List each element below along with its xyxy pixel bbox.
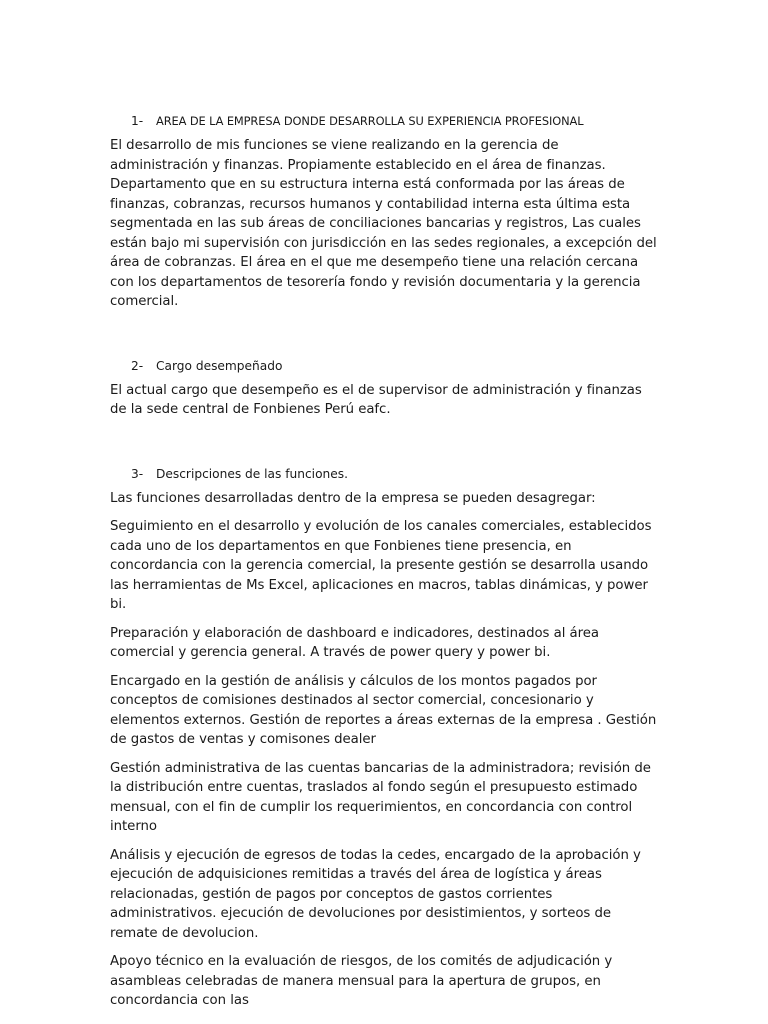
document-body (110, 112, 660, 1020)
paragraph: El actual cargo que desempeño es el de supervisor de administración y finanzas de la sede central de Fonbienes Perú eafc. (110, 382, 642, 417)
paragraph: Seguimiento en el desarrollo y evolución de los canales comerciales, establecidos cada uno de los departamentos en que Fonbienes tiene presencia, en concordancia con la gerencia comercial, la presente gestión se desarrolla usando las herramientas de Ms Excel, aplicaciones en macros, tablas dinámicas, y power bi. (110, 519, 652, 612)
paragraph: Gestión administrativa de las cuentas bancarias de la administradora; revisión de la distribución entre cuentas, traslados al fondo según el presupuesto estimado mensual, con el fin de cumplir los requerimientos, en concordancia con control interno (110, 760, 651, 834)
section-title: AREA DE LA EMPRESA DONDE DESARROLLA SU EXPERIENCIA PROFESIONAL (156, 114, 584, 128)
section-number: 3- (131, 466, 144, 481)
paragraph: Preparación y elaboración de dashboard e indicadores, destinados al área comercial y gerencia general. A través de power query y power bi. (110, 625, 599, 660)
section-title: Descripciones de las funciones. (156, 466, 348, 481)
paragraph: Las funciones desarrolladas dentro de la empresa se pueden desagregar: (110, 490, 596, 506)
section-title: Cargo desempeñado (156, 358, 283, 373)
section-heading-2 (131, 357, 660, 375)
paragraph: Análisis y ejecución de egresos de todas la cedes, encargado de la aprobación y ejecución de adquisiciones remitidas a través del área de logística y áreas relacionadas, gestión de pagos por conceptos de gastos corrientes administrativos. ejecución de devoluciones por desistimientos, y sorteos de remate de devolucion. (110, 847, 641, 941)
paragraph: Encargado en la gestión de análisis y cálculos de los montos pagados por conceptos de comisiones destinados al sector comercial, concesionario y elementos externos. Gestión de reportes a áreas externas de la empresa . Gestión de gastos de ventas y comisones dealer (110, 673, 657, 747)
section-heading-3 (131, 465, 660, 483)
paragraph: El desarrollo de mis funciones se viene realizando en la gerencia de administración y finanzas. Propiamente establecido en el área de finanzas. Departamento que en su estructura interna está conformada por las áreas de finanzas, cobranzas, recursos humanos y contabilidad interna esta última esta segmentada en las sub áreas de conciliaciones bancarias y registros, Las cuales están bajo mi supervisión con jurisdicción en las sedes regionales, a excepción del área de cobranzas. El área en el que me desempeño tiene una relación cercana con los departamentos de tesorería fondo y revisión documentaria y la gerencia comercial. (110, 138, 657, 309)
section-number: 2- (131, 358, 144, 373)
section-number: 1- (131, 114, 144, 128)
section-heading-1 (131, 112, 660, 130)
paragraph: Apoyo técnico en la evaluación de riesgos, de los comités de adjudicación y asambleas celebradas de manera mensual para la apertura de grupos, en concordancia con las (110, 954, 613, 1008)
